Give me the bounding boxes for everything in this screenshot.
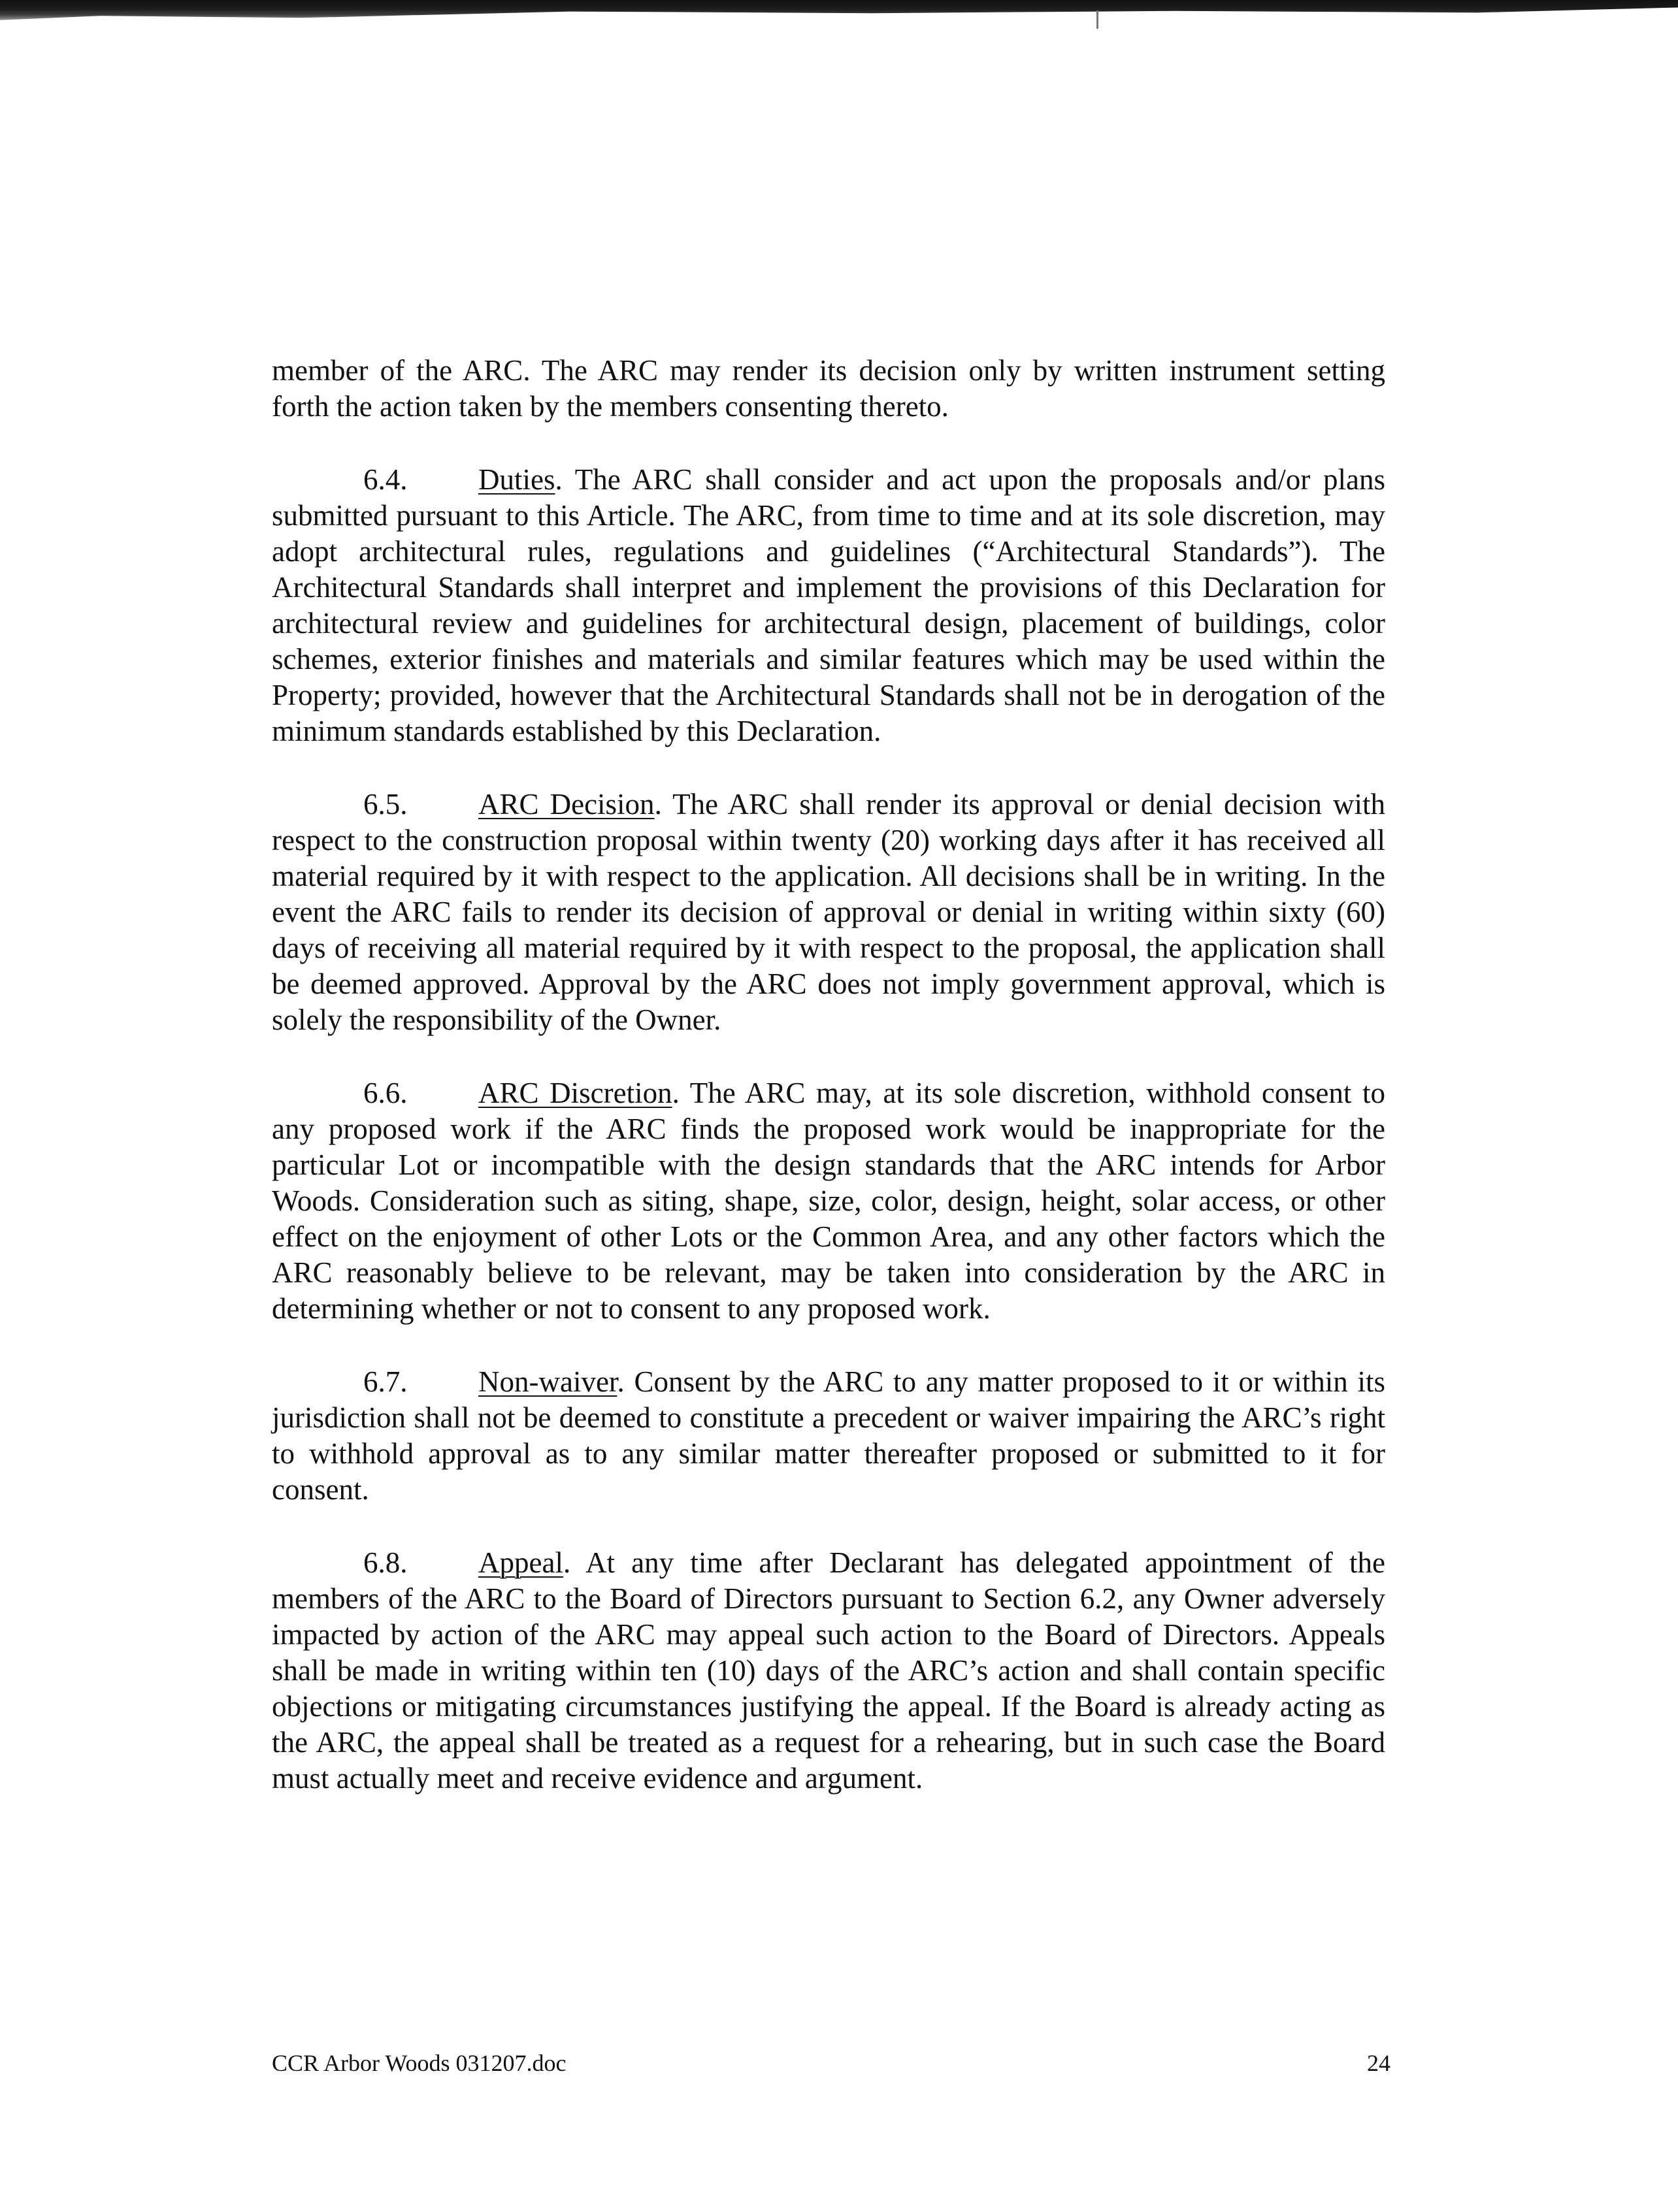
section-title: ARC Discretion bbox=[478, 1077, 672, 1109]
section-number: 6.5. bbox=[363, 788, 408, 821]
section-number: 6.6. bbox=[363, 1077, 408, 1109]
page-number: 24 bbox=[1367, 2050, 1390, 2076]
section-title: Duties bbox=[478, 463, 555, 496]
section-body: . The ARC shall consider and act upon the proposals and/or plans submitted pursuant to this Article. The ARC, from time to time and at its sole discretion, may adopt architectural rules, regulations and guidelines (“Architectural Standards”). The Architectural Standards shall interpret and implement the provisions of this Declaration for architectural review and guidelines for architectural design, placement of buildings, color schemes, exterior finishes and materials and similar features which may be used within the Property; provided, however that the Architectural Standards shall not be in derogation of the minimum standards established by this Declaration. bbox=[272, 463, 1385, 747]
section-title: Appeal bbox=[478, 1546, 563, 1579]
section-body: . At any time after Declarant has delegated appointment of the members of the ARC to the Board of Directors pursuant to Section 6.2, any Owner adversely impacted by action of the ARC may appeal such action to the Board of Directors. Appeals shall be made in writing within ten (10) days of the ARC’s action and shall contain specific objections or mitigating circumstances justifying the appeal. If the Board is already acting as the ARC, the appeal shall be treated as a request for a rehearing, but in such case the Board must actually meet and receive evidence and argument. bbox=[272, 1546, 1385, 1795]
footer-file-name: CCR Arbor Woods 031207.doc bbox=[272, 2050, 567, 2076]
section-6-6 bbox=[272, 1075, 1385, 1327]
section-body: . The ARC shall render its approval or denial decision with respect to the construction proposal within twenty (20) working days after it has received all material required by it with respect to the application. All decisions shall be in writing. In the event the ARC fails to render its decision of approval or denial in writing within sixty (60) days of receiving all material required by it with respect to the proposal, the application shall be deemed approved. Approval by the ARC does not imply government approval, which is solely the responsibility of the Owner. bbox=[272, 788, 1385, 1036]
scan-mark bbox=[1096, 10, 1098, 29]
section-title: Non-waiver bbox=[478, 1365, 617, 1398]
intro-paragraph: member of the ARC. The ARC may render its decision only by written instrument setting forth the action taken by the members consenting thereto. bbox=[272, 354, 1385, 423]
section-number: 6.8. bbox=[363, 1546, 408, 1579]
section-body: . The ARC may, at its sole discretion, withhold consent to any proposed work if the ARC finds the proposed work would be inappropriate for the particular Lot or incompatible with the design standards that the ARC intends for Arbor Woods. Consideration such as siting, shape, size, color, design, height, solar access, or other effect on the enjoyment of other Lots or the Common Area, and any other factors which the ARC reasonably believe to be relevant, may be taken into consideration by the ARC in determining whether or not to consent to any proposed work. bbox=[272, 1077, 1385, 1325]
section-body: . Consent by the ARC to any matter proposed to it or within its jurisdiction shall not be deemed to constitute a precedent or waiver impairing the ARC’s right to withhold approval as to any similar matter thereafter proposed or submitted to it for consent. bbox=[272, 1365, 1385, 1506]
section-number: 6.7. bbox=[363, 1365, 408, 1398]
document-body bbox=[272, 353, 1385, 1834]
section-title: ARC Decision bbox=[478, 788, 655, 821]
section-6-5 bbox=[272, 787, 1385, 1038]
section-number: 6.4. bbox=[363, 463, 408, 496]
scan-top-edge bbox=[0, 0, 1678, 29]
section-6-8 bbox=[272, 1545, 1385, 1797]
section-6-4 bbox=[272, 462, 1385, 749]
section-6-7 bbox=[272, 1364, 1385, 1508]
